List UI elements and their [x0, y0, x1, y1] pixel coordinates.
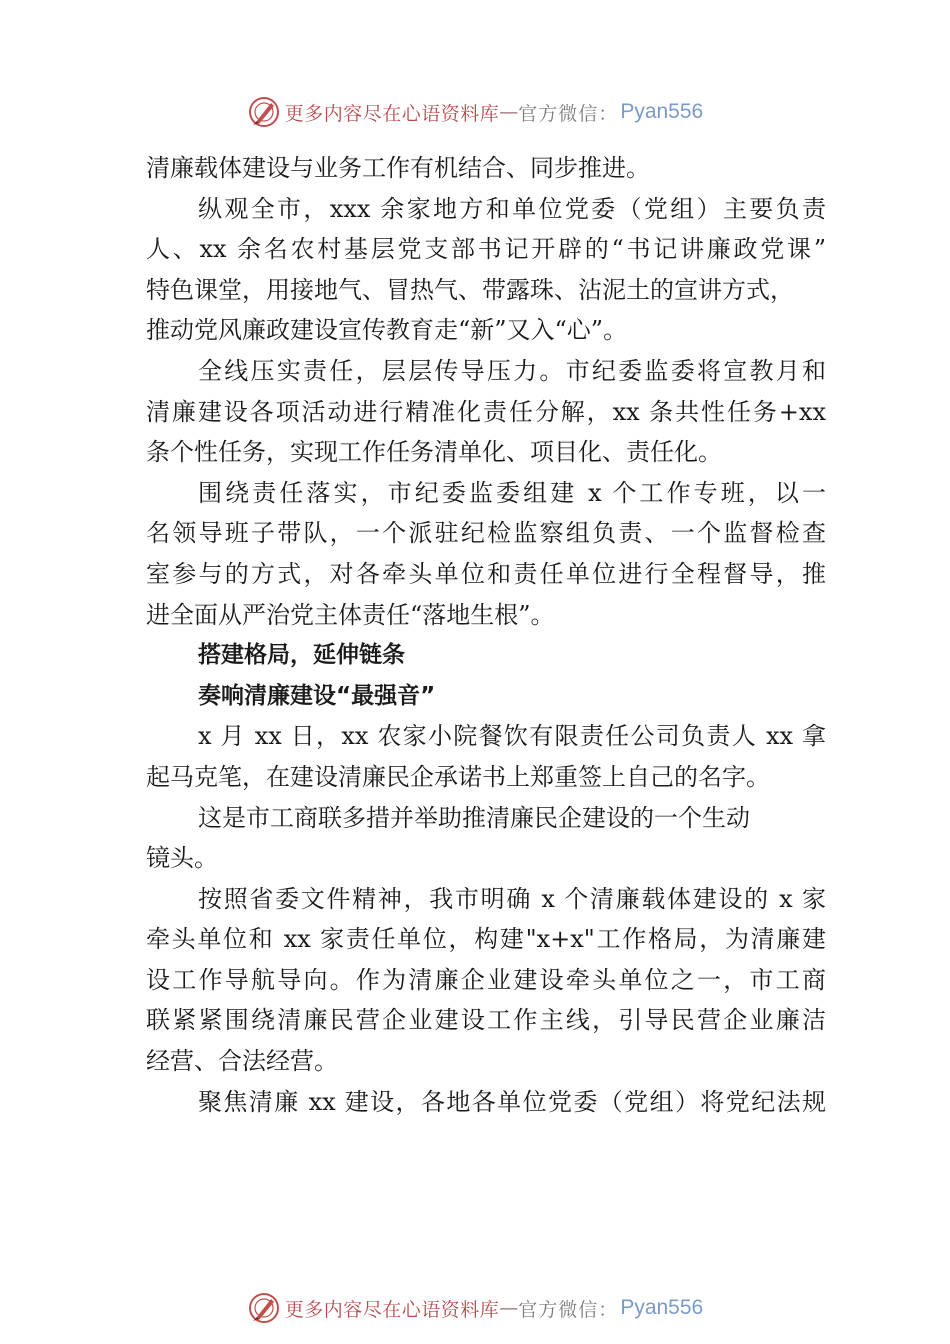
pen-seal-logo-icon [247, 1291, 281, 1325]
banner-brand-text: 更多内容尽在心语资料库 [284, 102, 500, 125]
text-line: 特色课堂，用接地气、冒热气、带露珠、沾泥土的宣讲方式， [146, 275, 794, 304]
banner-dash: — [499, 1297, 519, 1319]
text-line: 按照省委文件精神，我市明确 x 个清廉载体建设的 x 家 [198, 884, 826, 913]
banner-wechat-label: 官方微信： [518, 102, 619, 125]
text-line: 牵头单位和 xx 家责任单位，构建"x+x"工作格局，为清廉建 [146, 925, 826, 954]
text-line: 全线压实责任，层层传导压力。市纪委监委将宣教月和 [198, 356, 826, 385]
text-line: 纵观全市，xxx 余家地方和单位党委（党组）主要负责 [198, 194, 826, 223]
text-line: 室参与的方式，对各牵头单位和责任单位进行全程督导，推 [146, 559, 826, 588]
pen-seal-logo-icon [247, 95, 281, 129]
banner-brand-text: 更多内容尽在心语资料库 [284, 1298, 500, 1321]
text-line: 清廉建设各项活动进行精准化责任分解，xx 条共性任务+xx [146, 397, 826, 426]
text-line: 推动党风廉政建设宣传教育走“新”又入“心”。 [146, 316, 628, 345]
footer-banner [0, 1288, 950, 1328]
text-line: x 月 xx 日，xx 农家小院餐饮有限责任公司负责人 xx 拿 [198, 722, 826, 751]
text-line: 进全面从严治党主体责任“落地生根”。 [146, 600, 555, 629]
text-line: 条个性任务，实现工作任务清单化、项目化、责任化。 [146, 438, 722, 467]
banner-wechat-id: Pyan556 [620, 100, 704, 123]
text-line: 围绕责任落实，市纪委监委组建 x 个工作专班，以一 [198, 478, 826, 507]
section-subheading: 奏响清廉建设“最强音” [198, 682, 436, 709]
banner-dash: — [499, 101, 519, 123]
text-line: 人、xx 余名农村基层党支部书记开辟的“书记讲廉政党课” [146, 235, 826, 264]
document-body [146, 148, 826, 1122]
text-line: 名领导班子带队，一个派驻纪检监察组负责、一个监督检查 [146, 519, 826, 548]
section-heading: 搭建格局，延伸链条 [198, 642, 405, 669]
text-line: 聚焦清廉 xx 建设，各地各单位党委（党组）将党纪法规 [198, 1087, 826, 1116]
text-line: 镜头。 [146, 844, 218, 873]
banner-wechat-id: Pyan556 [620, 1296, 704, 1319]
text-line: 清廉载体建设与业务工作有机结合、同步推进。 [146, 154, 650, 182]
header-banner [0, 92, 950, 132]
text-line: 联紧紧围绕清廉民营企业建设工作主线，引导民营企业廉洁 [146, 1006, 826, 1035]
text-line: 起马克笔，在建设清廉民企承诺书上郑重签上自己的名字。 [146, 762, 770, 791]
text-line: 设工作导航导向。作为清廉企业建设牵头单位之一，市工商 [146, 965, 826, 994]
text-line: 经营、合法经营。 [146, 1047, 338, 1076]
banner-wechat-label: 官方微信： [518, 1298, 619, 1321]
text-line: 这是市工商联多措并举助推清廉民企建设的一个生动 [198, 803, 750, 832]
